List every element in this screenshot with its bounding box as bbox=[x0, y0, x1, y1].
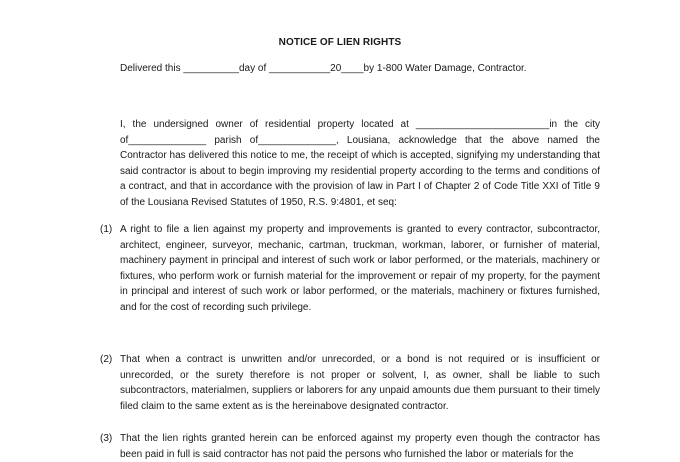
item-text: That when a contract is unwritten and/or unrecorded, or a bond is not required or is insufficient or unrecorded, or the surety therefore is not proper or solvent, I, as owner, shall be liable to such subcontractors, materialmen, suppliers or laborers for any unpaid amounts due them pursuant to their timely filed claim to the same extent as is the hereinabove designated contractor. bbox=[120, 354, 600, 412]
item-text: That the lien rights granted herein can be enforced against my property even though the contractor has been paid in full is said contractor has not paid the persons who furnished the labor or materials for the bbox=[120, 433, 600, 460]
list-item bbox=[100, 352, 600, 414]
item-number: (1) bbox=[100, 224, 113, 235]
document-title: NOTICE OF LIEN RIGHTS bbox=[278, 37, 402, 48]
intro-paragraph: I, the undersigned owner of residential property located at ________________________in the city of______________ parish of______________, Lousiana, acknowledge that the above named the Contractor has delivered this notice to me, the receipt of which is accepted, signifying my understanding that said contractor is about to begin improving my residential property according to the terms and conditions of a contract, and that in accordance with the provision of law in Part I of Chapter 2 of Code Title XXI of Title 9 of the Lousiana Revised Statutes of 1950, R.S. 9:4801, et seq: bbox=[120, 119, 600, 208]
list-item bbox=[100, 222, 600, 315]
item-number: (2) bbox=[100, 354, 113, 365]
item-text: A right to file a lien against my property and improvements is granted to every contractor, subcontractor, architect, engineer, surveyor, mechanic, cartman, truckman, workman, laborer, or furnisher of material, machinery payment in principal and interest of such work or labor performed, or the materials, machinery or fixtures, who perform work or furnish material for the improvement or repair of my property, for the payment in principal and interest of such work or labor performed, or the materials, machinery or fixtures furnished, and for the cost of recording such privilege. bbox=[120, 224, 600, 313]
item-number: (3) bbox=[100, 433, 113, 444]
list-item bbox=[100, 431, 600, 462]
delivered-line: Delivered this __________day of ___________20____by 1-800 Water Damage, Contractor. bbox=[120, 63, 527, 74]
